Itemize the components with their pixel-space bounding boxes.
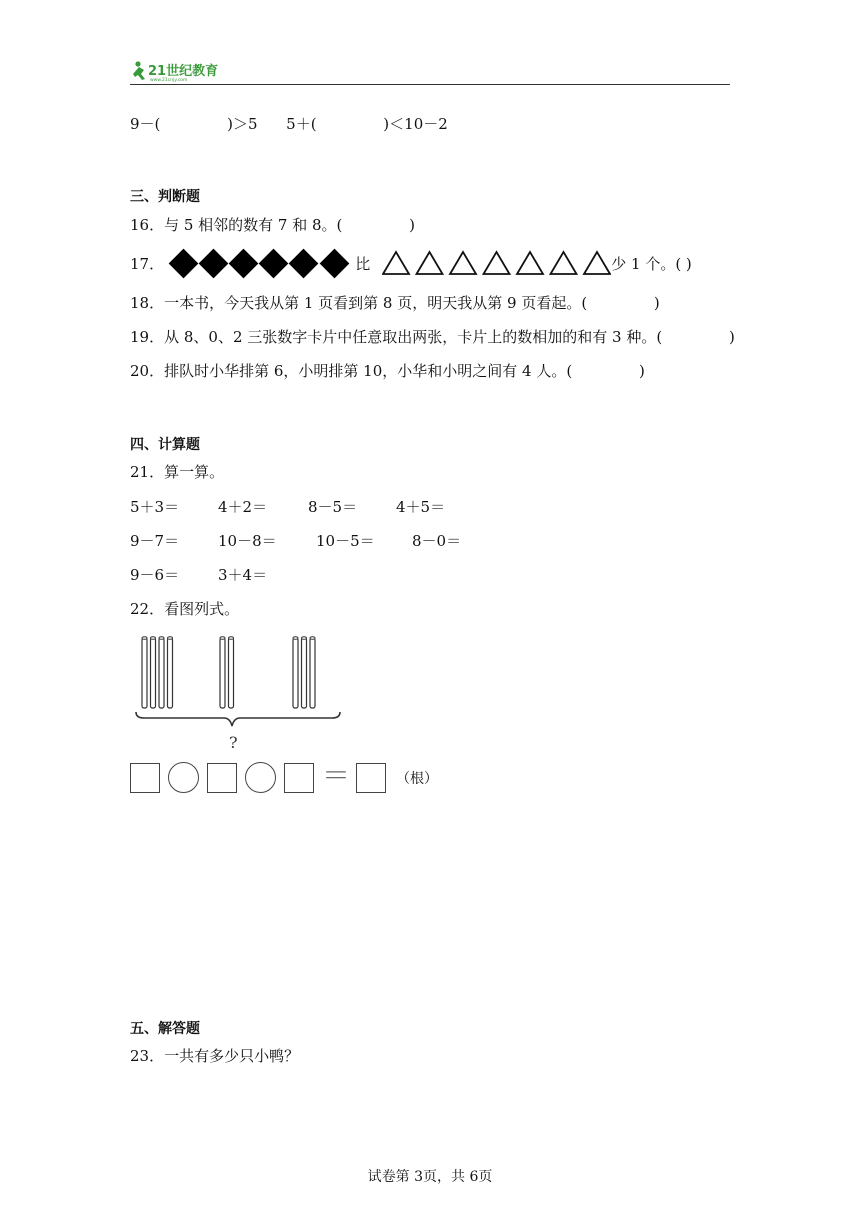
question-20: 20．排队时小华排第 6，小明排第 10，小华和小明之间有 4 人。( ) xyxy=(130,362,645,380)
diamond-icon xyxy=(289,248,319,278)
stick-top xyxy=(302,637,307,640)
triangle-icon xyxy=(517,252,543,274)
question-18: 18．一本书，今天我从第 1 页看到第 8 页，明天我从第 9 页看起。( ) xyxy=(130,294,660,312)
sticks-figure xyxy=(130,632,350,754)
stick-top xyxy=(220,637,225,640)
triangle-icon xyxy=(584,252,610,274)
question-22-title: 22．看图列式。 xyxy=(130,600,240,618)
triangle-group xyxy=(382,250,611,276)
fill-in-line: 9－( )＞5 5＋( )＜10－2 xyxy=(130,115,448,133)
diamond-icon xyxy=(199,248,229,278)
triangle-icon xyxy=(450,252,476,274)
operator-circle[interactable] xyxy=(168,762,199,793)
section-judge-title: 三、判断题 xyxy=(130,189,200,205)
diamond-icon xyxy=(168,248,198,278)
triangle-icon xyxy=(551,252,577,274)
stick-top xyxy=(142,637,147,640)
question-17-number: 17． xyxy=(130,254,165,273)
calc-item: 5＋3＝ xyxy=(130,498,180,516)
stick-icon xyxy=(151,638,156,708)
diamond-icon xyxy=(259,248,289,278)
header-divider xyxy=(130,84,730,85)
triangle-icon xyxy=(417,252,443,274)
stick-top xyxy=(293,637,298,640)
question-23: 23．一共有多少只小鸭？ xyxy=(130,1047,300,1065)
calc-item: 10－8＝ xyxy=(218,532,277,550)
question-mark: ? xyxy=(229,733,238,752)
stick-icon xyxy=(229,638,234,708)
question-16: 16．与 5 相邻的数有 7 和 8。( ) xyxy=(130,216,416,234)
brace-icon xyxy=(136,712,340,726)
logo-subtext: www.21cnjy.com xyxy=(150,78,188,82)
stick-top xyxy=(310,637,315,640)
triangle-icon xyxy=(383,252,409,274)
triangle-icon xyxy=(484,252,510,274)
stick-icon xyxy=(310,638,315,708)
triangle-set xyxy=(382,250,611,276)
diamond-icon xyxy=(229,248,259,278)
calc-item: 9－6＝ xyxy=(130,566,180,584)
question-21-title: 21．算一算。 xyxy=(130,463,225,481)
answer-box[interactable] xyxy=(207,763,237,793)
calc-item: 10－5＝ xyxy=(316,532,375,550)
question-17-tail: 少 1 个。( ) xyxy=(611,254,692,273)
unit-label: （根） xyxy=(396,770,439,787)
stick-icon xyxy=(302,638,307,708)
diamond-group xyxy=(168,253,349,274)
section-calc-title: 四、计算题 xyxy=(130,437,200,453)
stick-top xyxy=(168,637,173,640)
calc-item: 3＋4＝ xyxy=(218,566,268,584)
question-19: 19．从 8、0、2 三张数字卡片中任意取出两张，卡片上的数相加的和有 3 种。( ) xyxy=(130,328,735,346)
stick-icon xyxy=(142,638,147,708)
calc-item: 4＋2＝ xyxy=(218,498,268,516)
operator-circle[interactable] xyxy=(245,762,276,793)
stick-icon xyxy=(168,638,173,708)
equals-sign: ＝ xyxy=(322,758,351,792)
diamond-icon xyxy=(319,248,349,278)
logo-21cnjy xyxy=(130,60,230,82)
logo-text: 21世纪教育 xyxy=(148,64,219,79)
question-17-compare: 比 xyxy=(355,254,371,273)
stick-icon xyxy=(159,638,164,708)
stick-top xyxy=(151,637,156,640)
page-footer: 试卷第 3页，共 6页 xyxy=(367,1169,493,1185)
answer-box[interactable] xyxy=(284,763,314,793)
stick-top xyxy=(229,637,234,640)
stick-top xyxy=(159,637,164,640)
result-box[interactable] xyxy=(356,763,386,793)
section-solve-title: 五、解答题 xyxy=(130,1021,200,1037)
stick-icon xyxy=(293,638,298,708)
answer-box[interactable] xyxy=(130,763,160,793)
calc-item: 9－7＝ xyxy=(130,532,180,550)
calc-item: 8－0＝ xyxy=(412,532,462,550)
stick-icon xyxy=(220,638,225,708)
calc-item: 8－5＝ xyxy=(308,498,358,516)
stick-layer xyxy=(142,637,315,708)
equation-template xyxy=(130,758,439,793)
question-17 xyxy=(130,246,692,280)
calc-item: 4＋5＝ xyxy=(396,498,446,516)
